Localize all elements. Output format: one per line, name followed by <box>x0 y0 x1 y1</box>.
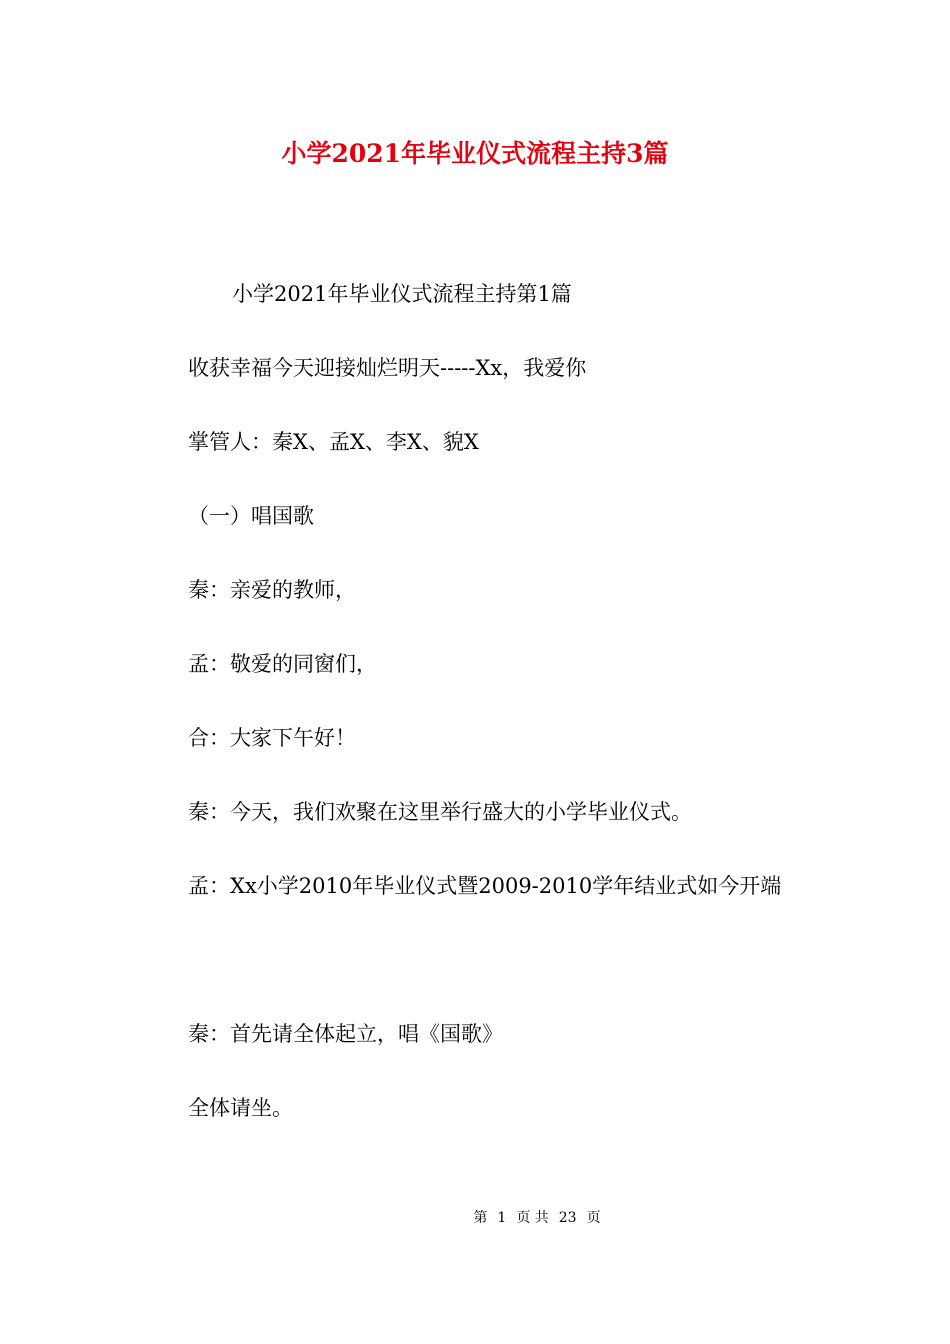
paragraph: 合：大家下午好！ <box>188 726 356 750</box>
footer-total-pages: 23 <box>558 1210 577 1226</box>
document-title: 小学2021年毕业仪式流程主持3篇 <box>281 139 669 168</box>
paragraph: （一）唱国歌 <box>188 504 314 528</box>
paragraph: 秦：首先请全体起立，唱《国歌》 <box>188 1022 503 1046</box>
paragraph: 秦：亲爱的教师， <box>188 578 356 602</box>
footer-suffix: 页 <box>586 1210 601 1226</box>
paragraph: 秦：今天，我们欢聚在这里举行盛大的小学毕业仪式。 <box>188 800 692 824</box>
footer-middle: 页 共 <box>516 1210 549 1226</box>
section-heading: 小学2021年毕业仪式流程主持第1篇 <box>232 282 572 306</box>
footer-page-number: 1 <box>497 1210 507 1226</box>
paragraph: 收获幸福今天迎接灿烂明天-----Xx，我爱你 <box>188 356 587 380</box>
paragraph: 全体请坐。 <box>188 1096 293 1120</box>
paragraph: 掌管人：秦X、孟X、李X、貌X <box>188 430 479 454</box>
footer-prefix: 第 <box>473 1210 488 1226</box>
paragraph: 孟：Xx小学2010年毕业仪式暨2009-2010学年结业式如今开端 <box>188 874 782 898</box>
page-footer <box>0 1206 950 1230</box>
paragraph: 孟：敬爱的同窗们， <box>188 652 377 676</box>
